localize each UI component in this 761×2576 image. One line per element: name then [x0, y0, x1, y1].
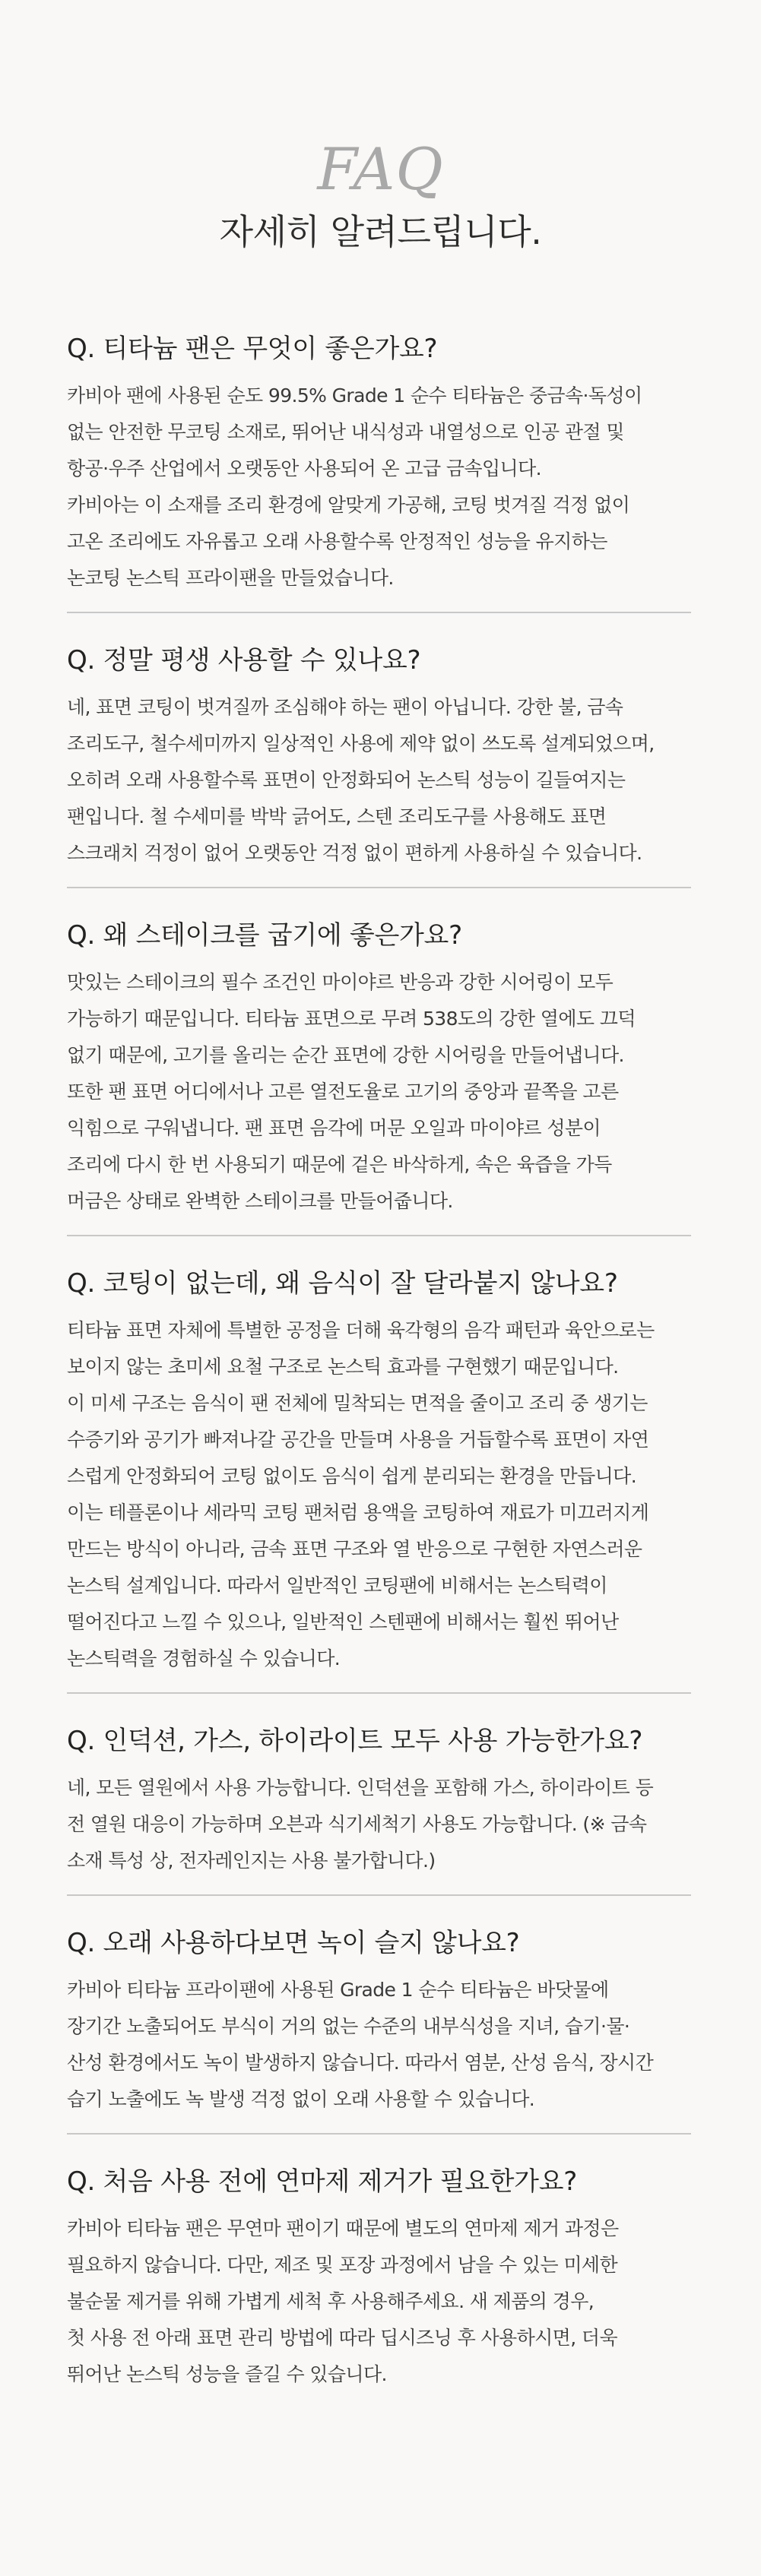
- faq-answer-line: 떨어진다고 느낄 수 있으나, 일반적인 스텐팬에 비해서는 훨씬 뛰어난: [67, 1611, 619, 1633]
- faq-answer-line: 보이지 않는 초미세 요철 구조로 논스틱 효과를 구현했기 때문입니다.: [67, 1356, 619, 1378]
- faq-question[interactable]: Q. 처음 사용 전에 연마제 제거가 필요한가요?: [67, 2166, 578, 2197]
- faq-answer-line: 이 미세 구조는 음식이 팬 전체에 밀착되는 면적을 줄이고 조리 중 생기는: [67, 1392, 648, 1414]
- faq-question[interactable]: Q. 인덕션, 가스, 하이라이트 모두 사용 가능한가요?: [67, 1726, 643, 1756]
- faq-answer-line: 수증기와 공기가 빠져나갈 공간을 만들며 사용을 거듭할수록 표면이 자연: [67, 1429, 649, 1451]
- faq-question[interactable]: Q. 코팅이 없는데, 왜 음식이 잘 달라붙지 않나요?: [67, 1268, 618, 1299]
- faq-answer: [67, 689, 691, 887]
- faq-answer-line: 카비아는 이 소재를 조리 환경에 알맞게 가공해, 코팅 벗겨질 걱정 없이: [67, 494, 630, 516]
- faq-answer-line: 논스틱력을 경험하실 수 있습니다.: [67, 1647, 341, 1669]
- faq-answer: [67, 2210, 691, 2408]
- page-title: 자세히 알려드립니다.: [219, 211, 542, 252]
- faq-answer-line: 카비아 티타늄 프라이팬에 사용된 Grade 1 순수 티타늄은 바닷물에: [67, 1979, 609, 2001]
- faq-answer-line: 카비아 팬에 사용된 순도 99.5% Grade 1 순수 티타늄은 중금속·독성이: [67, 385, 642, 407]
- faq-answer-line: 첫 사용 전 아래 표면 관리 방법에 따라 딥시즈닝 후 사용하시면, 더욱: [67, 2327, 618, 2349]
- faq-answer: [67, 1972, 691, 2133]
- faq-item: [67, 2135, 691, 2408]
- faq-answer-line: 고온 조리에도 자유롭고 오래 사용할수록 안정적인 성능을 유지하는: [67, 530, 607, 552]
- faq-item: [67, 888, 691, 1236]
- faq-answer-line: 네, 표면 코팅이 벗겨질까 조심해야 하는 팬이 아닙니다. 강한 불, 금속: [67, 696, 623, 718]
- faq-answer-line: 또한 팬 표면 어디에서나 고른 열전도율로 고기의 중앙과 끝쪽을 고른: [67, 1081, 619, 1103]
- faq-question[interactable]: Q. 오래 사용하다보면 녹이 슬지 않나요?: [67, 1928, 520, 1958]
- faq-answer-line: 스럽게 안정화되어 코팅 없이도 음식이 쉽게 분리되는 환경을 만듭니다.: [67, 1465, 637, 1487]
- faq-label: FAQ: [317, 135, 444, 203]
- faq-answer: [67, 1770, 691, 1894]
- faq-answer: [67, 378, 691, 612]
- faq-answer-line: 없는 안전한 무코팅 소재로, 뛰어난 내식성과 내열성으로 인공 관절 및: [67, 421, 624, 443]
- faq-answer-line: 필요하지 않습니다. 다만, 제조 및 포장 과정에서 남을 수 있는 미세한: [67, 2254, 618, 2276]
- faq-answer-line: 스크래치 걱정이 없어 오랫동안 걱정 없이 편하게 사용하실 수 있습니다.: [67, 842, 642, 864]
- faq-answer: [67, 1312, 691, 1692]
- faq-answer-line: 티타늄 표면 자체에 특별한 공정을 더해 육각형의 음각 패턴과 육안으로는: [67, 1319, 655, 1341]
- faq-item: [67, 1236, 691, 1694]
- faq-answer-line: 네, 모든 열원에서 사용 가능합니다. 인덕션을 포함해 가스, 하이라이트 등: [67, 1777, 654, 1799]
- faq-answer-line: 카비아 티타늄 팬은 무연마 팬이기 때문에 별도의 연마제 제거 과정은: [67, 2217, 619, 2239]
- faq-answer-line: 논스틱 설계입니다. 따라서 일반적인 코팅팬에 비해서는 논스틱력이: [67, 1574, 607, 1597]
- faq-answer-line: 익힘으로 구워냅니다. 팬 표면 음각에 머문 오일과 마이야르 성분이: [67, 1117, 601, 1139]
- faq-question[interactable]: Q. 정말 평생 사용할 수 있나요?: [67, 645, 421, 676]
- faq-answer-line: 팬입니다. 철 수세미를 박박 긁어도, 스텐 조리도구를 사용해도 표면: [67, 805, 607, 828]
- faq-answer-line: 머금은 상태로 완벽한 스테이크를 만들어줍니다.: [67, 1190, 453, 1212]
- faq-answer-line: 맛있는 스테이크의 필수 조건인 마이야르 반응과 강한 시어링이 모두: [67, 971, 614, 993]
- faq-answer: [67, 964, 691, 1235]
- faq-answer-line: 소재 특성 상, 전자레인지는 사용 불가합니다.): [67, 1850, 436, 1872]
- faq-question[interactable]: Q. 티타늄 팬은 무엇이 좋은가요?: [67, 334, 438, 364]
- faq-answer-line: 가능하기 때문입니다. 티타늄 표면으로 무려 538도의 강한 열에도 끄덕: [67, 1008, 636, 1030]
- faq-answer-line: 조리에 다시 한 번 사용되기 때문에 겉은 바삭하게, 속은 육즙을 가득: [67, 1154, 612, 1176]
- faq-answer-line: 논코팅 논스틱 프라이팬을 만들었습니다.: [67, 567, 394, 589]
- faq-answer-line: 오히려 오래 사용할수록 표면이 안정화되어 논스틱 성능이 길들여지는: [67, 769, 626, 791]
- faq-answer-line: 조리도구, 철수세미까지 일상적인 사용에 제약 없이 쓰도록 설계되었으며,: [67, 733, 655, 755]
- faq-answer-line: 없기 때문에, 고기를 올리는 순간 표면에 강한 시어링을 만들어냅니다.: [67, 1044, 624, 1066]
- faq-answer-line: 불순물 제거를 위해 가볍게 세척 후 사용해주세요. 새 제품의 경우,: [67, 2290, 595, 2312]
- faq-item: [67, 1694, 691, 1896]
- faq-answer-line: 산성 환경에서도 녹이 발생하지 않습니다. 따라서 염분, 산성 음식, 장시간: [67, 2052, 654, 2074]
- faq-answer-line: 이는 테플론이나 세라믹 코팅 팬처럼 용액을 코팅하여 재료가 미끄러지게: [67, 1502, 649, 1524]
- faq-question[interactable]: Q. 왜 스테이크를 굽기에 좋은가요?: [67, 920, 462, 951]
- faq-answer-line: 전 열원 대응이 가능하며 오븐과 식기세척기 사용도 가능합니다. (※ 금속: [67, 1813, 647, 1835]
- faq-answer-line: 장기간 노출되어도 부식이 거의 없는 수준의 내부식성을 지녀, 습기·물·: [67, 2015, 630, 2037]
- faq-item: [67, 1896, 691, 2135]
- faq-item: [67, 613, 691, 888]
- faq-answer-line: 습기 노출에도 녹 발생 걱정 없이 오래 사용할 수 있습니다.: [67, 2088, 535, 2110]
- faq-answer-line: 만드는 방식이 아니라, 금속 표면 구조와 열 반응으로 구현한 자연스러운: [67, 1538, 642, 1560]
- faq-list: [67, 323, 691, 2408]
- faq-answer-line: 뛰어난 논스틱 성능을 즐길 수 있습니다.: [67, 2363, 387, 2385]
- faq-header: [0, 0, 761, 258]
- faq-answer-line: 항공·우주 산업에서 오랫동안 사용되어 온 고급 금속입니다.: [67, 457, 541, 479]
- faq-item: [67, 323, 691, 613]
